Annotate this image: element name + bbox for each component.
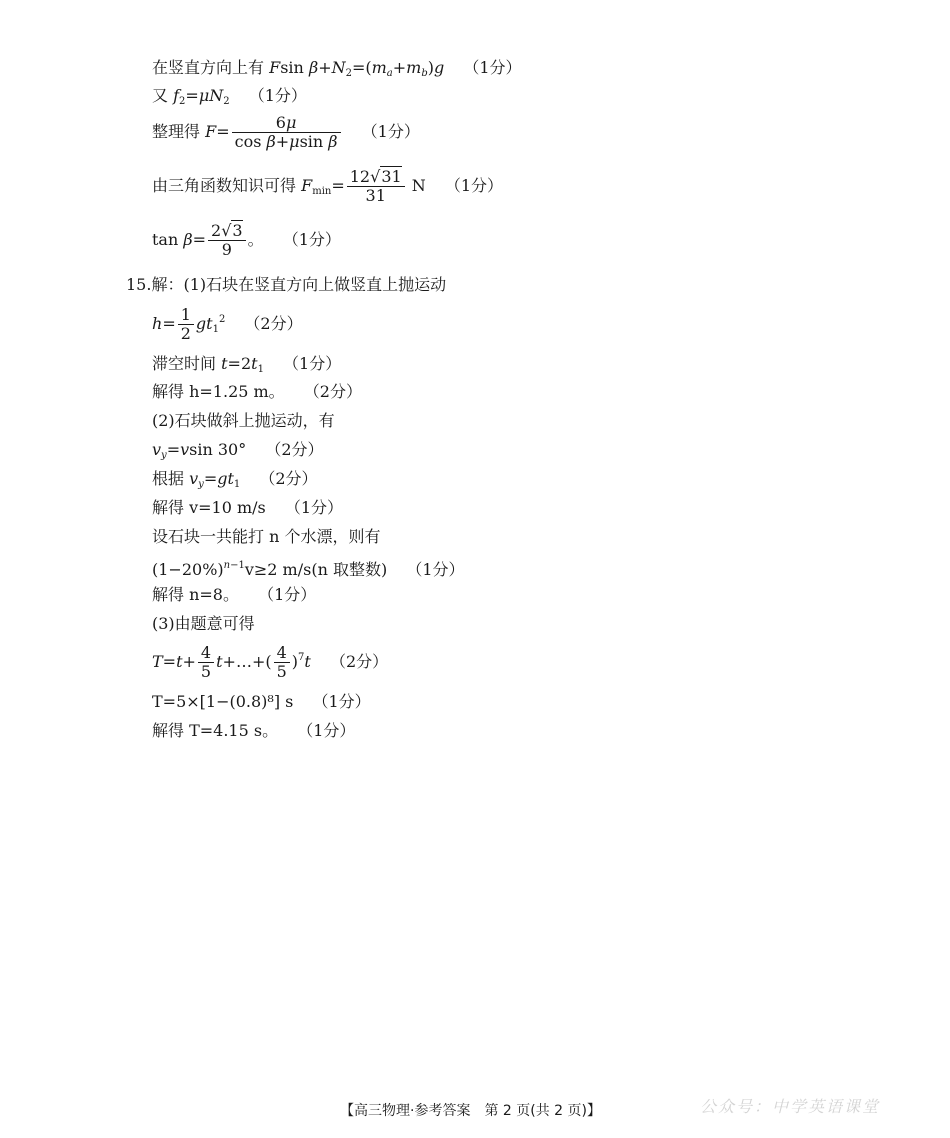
inequality-text: v≥2 m/s(n 取整数) — [244, 560, 388, 579]
equation-friction — [152, 86, 307, 112]
score-label: （2分） — [265, 440, 324, 459]
equation-force-expression — [152, 114, 420, 151]
period: 。 — [247, 230, 264, 249]
score-label: （1分） — [284, 498, 344, 517]
math-expression: $F_{min}=$ $\frac{12√31}{31}$ — [301, 176, 407, 195]
result-text: 解得 h=1.25 m。 — [152, 382, 285, 401]
result-velocity — [152, 498, 343, 518]
equation-vertical-force — [152, 58, 522, 84]
result-height — [152, 382, 362, 402]
equation-hang-time — [152, 354, 341, 380]
text-prefix: 在竖直方向上有 — [152, 58, 265, 77]
math-expression: Fsin $\beta+N_2=(m_a+m_b)g$ — [269, 58, 445, 79]
result-text: 解得 n=8。 — [152, 585, 239, 604]
equation-vy — [152, 440, 324, 466]
math-expression: $f_2=\mu N_2$ — [173, 86, 230, 107]
score-label: （1分） — [248, 86, 307, 105]
score-label: （2分） — [329, 652, 389, 671]
equation-vy-gt — [152, 469, 318, 495]
q15-header: 15.解：(1)石块在竖直方向上做竖直上抛运动 — [126, 275, 447, 294]
unit-label: N — [411, 176, 426, 195]
math-expression: $v_y=gt_1$ — [189, 469, 241, 490]
score-label: （2分） — [303, 382, 362, 401]
score-label: （1分） — [297, 721, 356, 740]
text-prefix: 根据 — [152, 469, 185, 488]
score-label: （1分） — [282, 230, 341, 249]
part3-header: (3)由题意可得 — [152, 614, 255, 633]
score-label: （2分） — [244, 314, 303, 333]
page-footer: 【高三物理·参考答案 第 2 页(共 2 页)】 — [340, 1103, 601, 1119]
math-expression: h= $\frac{1}{2}$ $gt_1^2$ — [152, 305, 226, 343]
score-label: （1分） — [258, 585, 317, 604]
assume-n: 设石块一共能打 n 个水漂，则有 — [152, 527, 381, 546]
result-text: 解得 v=10 m/s — [152, 498, 266, 517]
score-label: （1分） — [283, 354, 342, 373]
equation-min-force — [152, 168, 503, 205]
score-label: （1分） — [444, 176, 504, 195]
score-label: （1分） — [406, 560, 465, 579]
math-expression: tan β= $\frac{2√3}{9}$ — [152, 230, 248, 249]
math-expression: $t=2t_1$ — [221, 354, 264, 375]
text-prefix: 由三角函数知识可得 — [152, 176, 297, 195]
math-expression: $v_y=vsin$ 30° — [152, 440, 247, 461]
math-expression: T=t+ $\frac{4}{5}$ t+…+( $\frac{4}{5}$ )$^7$t — [152, 643, 311, 681]
part2-header: (2)石块做斜上抛运动，有 — [152, 411, 335, 430]
text-prefix: 滞空时间 — [152, 354, 217, 373]
result-n — [152, 585, 316, 605]
text-prefix: 又 — [152, 86, 169, 105]
score-label: （1分） — [361, 122, 420, 141]
score-label: （1分） — [463, 58, 522, 77]
result-T — [152, 721, 355, 741]
equation-total-time — [152, 644, 388, 681]
equation-tan-beta — [152, 222, 341, 259]
score-label: （2分） — [259, 469, 318, 488]
math-expression: F= $\frac{6\mu}{\text{cos β+μsin β}}$ — [205, 122, 342, 141]
math-expression: $(1-20\%)^{n-1}$ — [152, 560, 245, 579]
watermark: 公众号：中学英语课堂 — [700, 1097, 881, 1116]
inequality-n — [152, 556, 465, 580]
score-label: （1分） — [312, 692, 371, 711]
result-text: 解得 T=4.15 s。 — [152, 721, 279, 740]
equation-height — [152, 306, 303, 343]
equation-T-value — [152, 692, 371, 712]
math-expression: T=5×[1−(0.8)⁸] s — [152, 692, 294, 711]
text-prefix: 整理得 — [152, 122, 201, 141]
